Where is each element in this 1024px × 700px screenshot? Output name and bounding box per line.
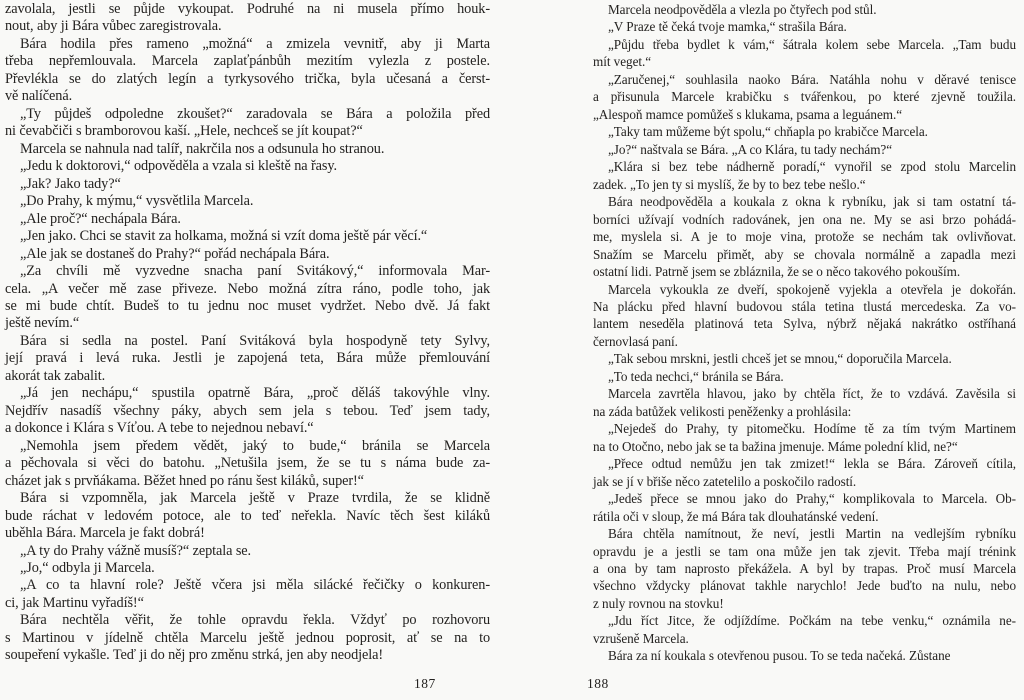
text-line: její pravá i levá ruka. Jestli je zapojená teta, Bára může přemlouvání (5, 350, 490, 367)
text-line: „To teda nechci,“ bránila se Bára. (608, 368, 784, 384)
text-line: Nejdřív nasadíš všechny páky, abych sem jela s tebou. Teď jsem tady, (5, 402, 490, 419)
text-line: černovlasá paní. (593, 333, 678, 349)
text-line: „Nejedeš do Prahy, ty pitomečku. Hodíme tě za tím tvým Martinem (608, 421, 1016, 437)
text-line: se mi bude chtít. Budeš to tu jednu noc muset vydržet. Nebo dvě. Já fakt (5, 297, 490, 314)
text-line: Marcela zavrtěla hlavou, jako by chtěla říct, že to vzdává. Zavěsila si (608, 386, 1016, 402)
text-line: „Alespoň mamce pomůžeš s klukama, psama a leguánem.“ (593, 106, 903, 122)
text-line: lantem neseděla platinová teta Sylva, nýbrž nějaká nakrátko ostříhaná (593, 316, 1016, 332)
text-line: cela. „A večer mě zase přiveze. Nebo možná zítra ráno, podle toho, jak (5, 280, 490, 297)
text-line: ještě nevím.“ (5, 315, 80, 332)
text-line: Snažím se Marcelu přimět, aby se chovala normálně a zapadla mezi (593, 246, 1016, 262)
text-line: nout, aby ji Bára vůbec zaregistrovala. (5, 18, 222, 35)
text-line: rátila oči v sloup, že má Bára tak dlouhatánské vedení. (593, 508, 879, 524)
text-line: Bára si sedla na postel. Paní Svitáková byla hospodyně tety Sylvy, (20, 332, 490, 349)
text-line: cházet jak s prvňákama. Běžet hned po ránu šest kiláků, super!“ (5, 472, 364, 489)
text-line: „Klára si bez tebe nádherně poradí,“ vynořil se zpod stolu Marcelin (608, 159, 1016, 175)
text-line: Marcela neodpověděla a vlezla po čtyřech pod stůl. (608, 2, 877, 17)
text-line: Převlékla se do zlatých legín a tyrkysového trička, byla učesaná a čerst- (5, 70, 490, 87)
text-line: akorát tak zabalit. (5, 367, 106, 384)
text-line: Bára si vzpomněla, jak Marcela ještě v Praze tvrdila, že se klidně (20, 490, 490, 507)
text-line: Bára hodila přes rameno „možná“ a zmizela vevnitř, aby ji Marta (20, 35, 490, 52)
text-line: a ona by tam naprosto překážela. A byl by trapas. Proč musí Marcela (593, 561, 1016, 576)
text-line: „Jedu k doktorovi,“ odpověděla a vzala si kleště na řasy. (20, 158, 337, 175)
text-line: „Nemohla jsem předem vědět, jaký to bude,“ bránila se Marcela (20, 437, 490, 454)
text-line: Na plácku před hlavní budovou stála tetina tlustá mercedeska. Za vo- (593, 298, 1016, 314)
text-line: ci, jak Martinu vyřadíš!“ (5, 594, 144, 611)
text-line: opravdu je a jestli se tam ona může jen tak zjevit. Třeba mají trénink (593, 543, 1016, 559)
page-right-text-block (593, 1, 1016, 665)
text-line: „Tak sebou mrskni, jestli chceš jet se mnou,“ doporučila Marcela. (608, 351, 952, 367)
text-line: „Jo,“ odbyla ji Marcela. (20, 560, 155, 576)
text-line: Marcela se nahnula nad talíř, nakrčila nos a odsunula ho stranou. (20, 140, 385, 157)
text-line: uběhla Bára. Marcela je fakt dobrá! (5, 525, 205, 542)
page-left-text-block (5, 1, 490, 665)
text-line: zadek. „To jen ty si myslíš, že by to bez tebe nešlo.“ (593, 176, 866, 192)
text-line: bude ráchat v ledovém potoce, ale to teď neřekla. Navíc těch šest kiláků (5, 507, 490, 524)
text-line: na to Otočno, nebo jak se ta bažina jmenuje. Máme polední klid, ne?“ (593, 438, 958, 454)
text-line: ostatní lidi. Patrně jsem se zbláznila, že se o něco takového pokouším. (593, 264, 961, 280)
text-line: „V Praze tě čeká tvoje mamka,“ strašila Bára. (608, 19, 847, 35)
text-line: třeba nepřemlouvala. Marcela zaplaťpánbůh mezitím vylezla z postele. (5, 53, 490, 70)
text-line: „Jedeš přece se mnou jako do Prahy,“ komplikovala to Marcela. Ob- (608, 491, 1016, 507)
text-line: me, myslela si. A je to moje vina, protože se nechám tak ovlivňovat. (593, 229, 1016, 245)
text-line: a pěchovala si věci do batohu. „Netušila jsem, že se tu s náma bude za- (5, 455, 490, 472)
text-line: „Za chvíli mě vyzvedne snacha paní Svitákový,“ informovala Mar- (20, 263, 490, 280)
text-line: vzrušeně Marcela. (593, 630, 689, 646)
text-line: ni čevabčiči s bramborovou kaší. „Hele, nechceš se jít koupat?“ (5, 123, 363, 140)
text-line: „Zaručenej,“ souhlasila naoko Bára. Natáhla nohu v děravé tenisce (608, 71, 1016, 87)
text-line: zavolala, jestli se půjde vykoupat. Podruhé na ni musela přímo houk- (5, 1, 490, 17)
text-line: a dokonce i Klára s Víťou. A tebe to nejednou nebaví.“ (5, 420, 314, 437)
text-line: „Ale jak se dostaneš do Prahy?“ pořád nechápala Bára. (20, 245, 330, 262)
text-line: z nuly rovnou na stovku! (593, 595, 724, 611)
text-line: na záda batůžek velikosti peněženky a prohlásila: (593, 403, 852, 419)
text-line: „Půjdu třeba bydlet k vám,“ šátrala kolem sebe Marcela. „Tam budu (608, 36, 1016, 52)
text-line: Bára za ní koukala s otevřenou pusou. To se teda načeká. Zůstane (608, 648, 951, 664)
text-line: „Ale proč?“ nechápala Bára. (20, 210, 181, 227)
page-number-right: 188 (587, 676, 609, 691)
text-line: „Jdu říct Jitce, že odjíždíme. Počkám na tebe venku,“ oznámila ne- (608, 613, 1016, 629)
text-line: jak se jí v břiše něco zatetelilo a poskočilo radostí. (593, 473, 857, 489)
text-line: Marcela vykoukla ze dveří, spokojeně vyjekla a otevřela je dokořán. (608, 281, 1016, 297)
text-line: „Já jen nechápu,“ spustila opatrně Bára, „proč děláš takovýhle vlny. (20, 385, 490, 402)
text-line: Bára neodpověděla a koukala z okna k rybníku, jak si tam ostatní tá- (608, 194, 1016, 210)
text-line: borníci užívají vodních radovánek, jen ona ne. My se asi brzo pohádá- (593, 211, 1016, 227)
text-line: „Jen jako. Chci se stavit za holkama, možná si vzít doma ještě pár věcí.“ (20, 228, 428, 245)
text-line: a přisunula Marcele krabičku s tvářenkou, po které zjevně toužila. (593, 89, 1016, 105)
text-line: „Přece odtud nemůžu jen tak zmizet!“ lekla se Bára. Zároveň cítila, (608, 456, 1016, 472)
text-line: „A ty do Prahy vážně musíš?“ zeptala se. (20, 542, 252, 559)
text-line: soupeření vykašle. Teď ji do něj pro změnu strká, jen aby neodjela! (5, 647, 384, 664)
text-line: mít veget.“ (593, 54, 652, 70)
text-line: „Jak? Jako tady?“ (20, 175, 121, 192)
text-line: „Do Prahy, k mýmu,“ vysvětlila Marcela. (20, 193, 254, 210)
text-line: „Taky tam můžeme být spolu,“ chňapla po krabičce Marcela. (608, 124, 928, 140)
text-line: „A co ta hlavní role? Ještě včera jsi měla silácké řečičky o konkuren- (20, 577, 490, 594)
text-line: „Jo?“ naštvala se Bára. „A co Klára, tu tady nechám?“ (608, 141, 893, 157)
text-line: Bára nechtěla věřit, že tohle opravdu řekla. Vždyť po rozhovoru (20, 612, 490, 629)
text-line: všechno vždycky plánovat takhle narychlo! Jede buďto na nulu, nebo (593, 578, 1016, 594)
page-number-left: 187 (414, 676, 436, 691)
text-line: „Ty půjdeš odpoledne zkoušet?“ zaradovala se Bára a položila před (20, 105, 490, 122)
text-line: Bára chtěla namítnout, že neví, jestli Martin na vedlejším rybníku (608, 526, 1016, 542)
text-line: s Martinou v jídelně chtěla Marcelu ještě jednou poprosit, ať se na to (5, 629, 490, 646)
text-line: vě nalíčená. (5, 88, 73, 105)
